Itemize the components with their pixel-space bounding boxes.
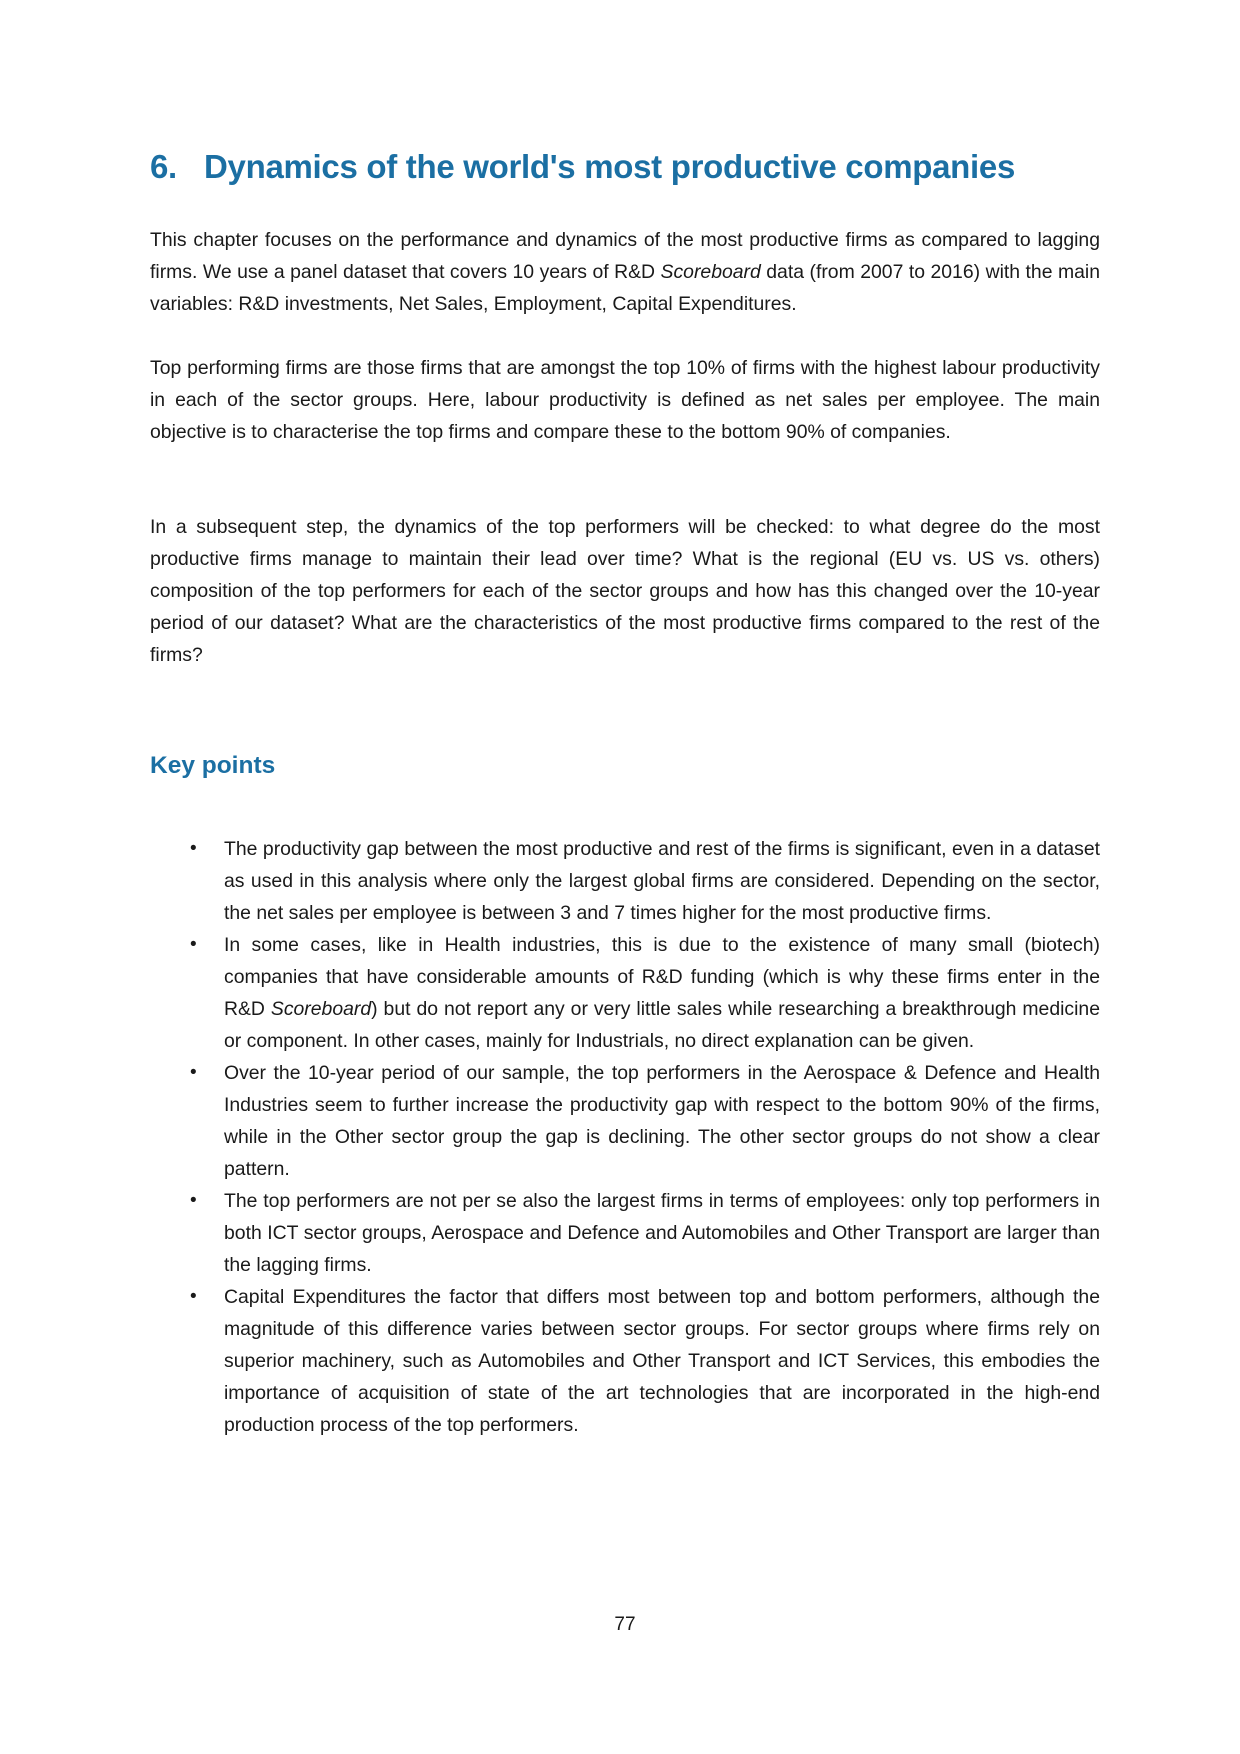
- list-item-text: The productivity gap between the most productive and rest of the firms is significant, even in a dataset as used in this analysis where only the largest global firms are considered. Depending on the sector, the net sales per employee is between 3 and 7 times higher for the most productive firms.: [224, 838, 1100, 924]
- list-item-text-end: ) but do not report any or very little sales while researching a breakthrough medicine or component. In other cases, mainly for Industrials, no direct explanation can be given.: [224, 998, 1101, 1052]
- key-points-heading: Key points: [150, 752, 276, 779]
- page-number: 77: [614, 1614, 636, 1635]
- list-item: [150, 1057, 1100, 1185]
- list-item: [150, 833, 1100, 929]
- bullet-icon: •: [190, 1062, 197, 1083]
- chapter-heading: [150, 148, 1100, 186]
- key-points-list: [150, 833, 1100, 1441]
- list-item: [150, 1185, 1100, 1281]
- dynamics-paragraph: In a subsequent step, the dynamics of the top performers will be checked: to what degree do the most productive firms manage to maintain their lead over time? What is the regional (EU vs. US vs. others) composition of the top performers for each of the sector groups and how has this changed over the 10-year period of our dataset? What are the characteristics of the most productive firms compared to the rest of the firms?: [150, 516, 1100, 666]
- bullet-icon: •: [190, 1190, 197, 1211]
- scoreboard-italic: Scoreboard: [270, 998, 372, 1020]
- scoreboard-italic: Scoreboard: [660, 261, 761, 283]
- list-item-text: Over the 10-year period of our sample, the top performers in the Aerospace & Defence and Health Industries seem to further increase the productivity gap with respect to the bottom 90% of the firms, while in the Other sector group the gap is declining. The other sector groups do not show a clear pattern.: [224, 1062, 1100, 1180]
- list-item-text: The top performers are not per se also the largest firms in terms of employees: only top performers in both ICT sector groups, Aerospace and Defence and Automobiles and Other Transport are larger than the lagging firms.: [224, 1190, 1100, 1276]
- bullet-icon: •: [190, 838, 197, 859]
- chapter-number: 6.: [150, 148, 177, 185]
- list-item: [150, 929, 1100, 1057]
- list-item: [150, 1281, 1100, 1441]
- bullet-icon: •: [190, 1286, 197, 1307]
- top-performers-paragraph: Top performing firms are those firms that are amongst the top 10% of firms with the highest labour productivity in each of the sector groups. Here, labour productivity is defined as net sales per employee. The main objective is to characterise the top firms and compare these to the bottom 90% of companies.: [150, 357, 1100, 443]
- intro-paragraph-text-end: data (from 2007 to 2016) with the main variables: R&D investments, Net Sales, Employment, Capital Expenditures.: [150, 261, 1100, 315]
- intro-paragraph-text-start: This chapter focuses on the performance and dynamics of the most productive firms as compared to lagging firms. We use a panel dataset that covers 10 years of R&D: [150, 229, 1100, 283]
- list-item-text-start: In some cases, like in Health industries, this is due to the existence of many small (biotech) companies that have considerable amounts of R&D funding (which is why these firms enter in the R&D: [224, 934, 1100, 1020]
- bullet-icon: •: [190, 934, 197, 955]
- list-item-text: Capital Expenditures the factor that differs most between top and bottom performers, although the magnitude of this difference varies between sector groups. For sector groups where firms rely on superior machinery, such as Automobiles and Other Transport and ICT Services, this embodies the importance of acquisition of state of the art technologies that are incorporated in the high-end production process of the top performers.: [224, 1286, 1100, 1436]
- intro-paragraph: [150, 224, 1100, 320]
- chapter-title: Dynamics of the world's most productive companies: [204, 148, 1015, 185]
